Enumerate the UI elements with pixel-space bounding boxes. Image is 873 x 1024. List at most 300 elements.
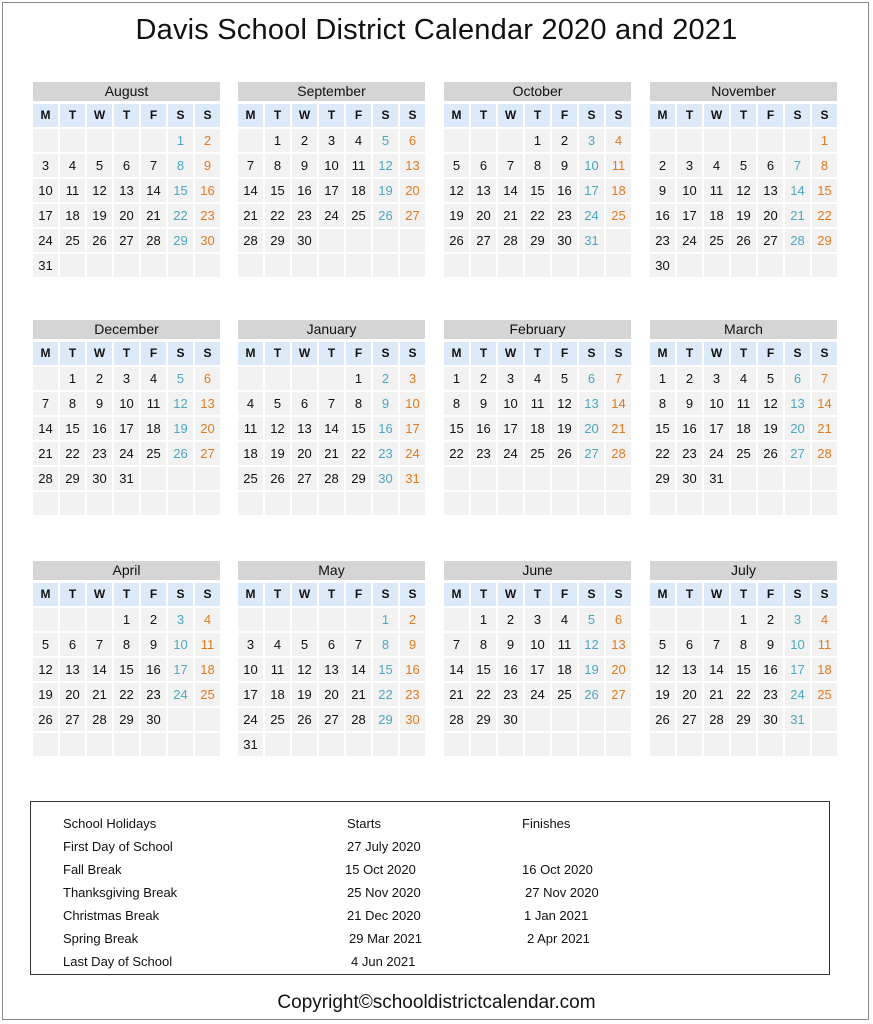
day-cell: 3	[168, 608, 193, 631]
empty-day-cell	[552, 708, 577, 731]
empty-day-cell	[141, 492, 166, 515]
day-cell: 19	[758, 417, 783, 440]
empty-day-cell	[758, 467, 783, 490]
empty-day-cell	[444, 129, 469, 152]
day-cell: 13	[319, 658, 344, 681]
holiday-finish: 1 Jan 2021	[524, 908, 589, 923]
day-cell: 4	[346, 129, 371, 152]
day-cell: 10	[579, 154, 604, 177]
day-cell: 10	[114, 392, 139, 415]
weekday-header: W	[498, 342, 523, 365]
weekday-header: S	[400, 342, 425, 365]
day-cell: 30	[650, 254, 675, 277]
holiday-start: 21 Dec 2020	[347, 908, 421, 923]
holiday-name: Thanksgiving Break	[63, 885, 178, 900]
day-cell: 3	[400, 367, 425, 390]
weekday-header: M	[238, 583, 263, 606]
empty-day-cell	[195, 254, 220, 277]
day-cell: 26	[731, 229, 756, 252]
day-cell: 10	[400, 392, 425, 415]
day-cell: 20	[60, 683, 85, 706]
month-grid	[444, 583, 631, 756]
day-cell: 10	[498, 392, 523, 415]
weekday-header: T	[265, 342, 290, 365]
day-cell: 15	[731, 658, 756, 681]
empty-day-cell	[444, 467, 469, 490]
day-cell: 6	[579, 367, 604, 390]
empty-day-cell	[33, 492, 58, 515]
empty-day-cell	[400, 492, 425, 515]
empty-day-cell	[498, 254, 523, 277]
day-cell: 20	[114, 204, 139, 227]
holiday-row	[31, 931, 829, 953]
weekday-header: S	[168, 342, 193, 365]
empty-day-cell	[195, 492, 220, 515]
day-cell: 30	[195, 229, 220, 252]
weekday-header: S	[606, 342, 631, 365]
day-cell: 24	[704, 442, 729, 465]
weekday-header: T	[471, 342, 496, 365]
day-cell: 8	[373, 633, 398, 656]
weekday-header: S	[606, 104, 631, 127]
day-cell: 28	[812, 442, 837, 465]
day-cell: 25	[704, 229, 729, 252]
day-cell: 2	[292, 129, 317, 152]
day-cell: 30	[677, 467, 702, 490]
empty-day-cell	[168, 254, 193, 277]
empty-day-cell	[785, 467, 810, 490]
empty-day-cell	[60, 733, 85, 756]
day-cell: 7	[319, 392, 344, 415]
day-cell: 29	[812, 229, 837, 252]
day-cell: 15	[265, 179, 290, 202]
day-cell: 26	[552, 442, 577, 465]
day-cell: 26	[292, 708, 317, 731]
day-cell: 25	[812, 683, 837, 706]
day-cell: 12	[292, 658, 317, 681]
month-grid	[444, 342, 631, 515]
day-cell: 28	[238, 229, 263, 252]
day-cell: 1	[373, 608, 398, 631]
day-cell: 24	[498, 442, 523, 465]
day-cell: 5	[552, 367, 577, 390]
day-cell: 22	[650, 442, 675, 465]
month-name: April	[33, 561, 220, 580]
day-cell: 14	[444, 658, 469, 681]
empty-day-cell	[87, 492, 112, 515]
day-cell: 22	[731, 683, 756, 706]
day-cell: 23	[141, 683, 166, 706]
empty-day-cell	[346, 733, 371, 756]
day-cell: 22	[471, 683, 496, 706]
day-cell: 16	[292, 179, 317, 202]
month-grid	[33, 104, 220, 277]
day-cell: 3	[704, 367, 729, 390]
day-cell: 24	[785, 683, 810, 706]
day-cell: 24	[319, 204, 344, 227]
empty-day-cell	[704, 129, 729, 152]
empty-day-cell	[319, 254, 344, 277]
day-cell: 5	[87, 154, 112, 177]
holidays-header-row	[31, 816, 829, 838]
day-cell: 28	[33, 467, 58, 490]
holiday-start: 4 Jun 2021	[351, 954, 416, 969]
day-cell: 2	[195, 129, 220, 152]
empty-day-cell	[195, 733, 220, 756]
day-cell: 28	[498, 229, 523, 252]
day-cell: 21	[444, 683, 469, 706]
weekday-header: T	[60, 583, 85, 606]
empty-day-cell	[33, 367, 58, 390]
empty-day-cell	[677, 254, 702, 277]
empty-day-cell	[606, 229, 631, 252]
empty-day-cell	[373, 492, 398, 515]
weekday-header: S	[195, 583, 220, 606]
empty-day-cell	[238, 129, 263, 152]
day-cell: 21	[704, 683, 729, 706]
day-cell: 9	[373, 392, 398, 415]
holiday-finish: 16 Oct 2020	[522, 862, 593, 877]
day-cell: 18	[265, 683, 290, 706]
day-cell: 29	[525, 229, 550, 252]
empty-day-cell	[731, 254, 756, 277]
day-cell: 2	[677, 367, 702, 390]
empty-day-cell	[579, 492, 604, 515]
day-cell: 23	[292, 204, 317, 227]
empty-day-cell	[677, 492, 702, 515]
day-cell: 23	[87, 442, 112, 465]
day-cell: 1	[731, 608, 756, 631]
weekday-header: S	[168, 104, 193, 127]
day-cell: 25	[525, 442, 550, 465]
day-cell: 27	[60, 708, 85, 731]
day-cell: 17	[33, 204, 58, 227]
empty-day-cell	[471, 467, 496, 490]
day-cell: 6	[606, 608, 631, 631]
empty-day-cell	[731, 467, 756, 490]
day-cell: 20	[579, 417, 604, 440]
empty-day-cell	[319, 608, 344, 631]
empty-day-cell	[319, 492, 344, 515]
day-cell: 20	[195, 417, 220, 440]
day-cell: 19	[579, 658, 604, 681]
day-cell: 31	[114, 467, 139, 490]
day-cell: 16	[758, 658, 783, 681]
month-calendar	[33, 82, 220, 277]
day-cell: 30	[292, 229, 317, 252]
day-cell: 11	[704, 179, 729, 202]
day-cell: 1	[168, 129, 193, 152]
day-cell: 8	[60, 392, 85, 415]
day-cell: 17	[785, 658, 810, 681]
day-cell: 2	[758, 608, 783, 631]
day-cell: 7	[346, 633, 371, 656]
day-cell: 7	[498, 154, 523, 177]
empty-day-cell	[758, 129, 783, 152]
weekday-header: W	[704, 342, 729, 365]
day-cell: 3	[525, 608, 550, 631]
day-cell: 9	[87, 392, 112, 415]
day-cell: 9	[400, 633, 425, 656]
day-cell: 29	[471, 708, 496, 731]
weekday-header: F	[552, 342, 577, 365]
day-cell: 1	[650, 367, 675, 390]
holiday-name: Christmas Break	[63, 908, 160, 923]
day-cell: 19	[168, 417, 193, 440]
day-cell: 10	[168, 633, 193, 656]
day-cell: 28	[606, 442, 631, 465]
empty-day-cell	[400, 254, 425, 277]
day-cell: 28	[346, 708, 371, 731]
month-grid	[238, 583, 425, 756]
day-cell: 12	[87, 179, 112, 202]
weekday-header: W	[704, 104, 729, 127]
day-cell: 11	[812, 633, 837, 656]
day-cell: 17	[677, 204, 702, 227]
empty-day-cell	[292, 492, 317, 515]
day-cell: 11	[195, 633, 220, 656]
month-calendar	[444, 320, 631, 515]
day-cell: 12	[731, 179, 756, 202]
holiday-start: 15 Oct 2020	[345, 862, 416, 877]
day-cell: 4	[606, 129, 631, 152]
day-cell: 3	[677, 154, 702, 177]
day-cell: 18	[606, 179, 631, 202]
day-cell: 7	[33, 392, 58, 415]
day-cell: 17	[114, 417, 139, 440]
copyright-text: Copyright©schooldistrictcalendar.com	[277, 992, 596, 1013]
day-cell: 22	[373, 683, 398, 706]
weekday-header: S	[785, 583, 810, 606]
empty-day-cell	[498, 129, 523, 152]
day-cell: 13	[114, 179, 139, 202]
day-cell: 9	[758, 633, 783, 656]
day-cell: 1	[812, 129, 837, 152]
empty-day-cell	[373, 254, 398, 277]
day-cell: 29	[168, 229, 193, 252]
weekday-header: T	[731, 583, 756, 606]
day-cell: 11	[60, 179, 85, 202]
weekday-header: F	[141, 583, 166, 606]
day-cell: 13	[677, 658, 702, 681]
empty-day-cell	[471, 492, 496, 515]
day-cell: 6	[677, 633, 702, 656]
day-cell: 10	[677, 179, 702, 202]
day-cell: 2	[373, 367, 398, 390]
day-cell: 23	[373, 442, 398, 465]
day-cell: 16	[471, 417, 496, 440]
day-cell: 15	[444, 417, 469, 440]
day-cell: 13	[400, 154, 425, 177]
weekday-header: S	[812, 342, 837, 365]
day-cell: 7	[785, 154, 810, 177]
page-title: Davis School District Calendar 2020 and 2021	[135, 14, 738, 46]
day-cell: 17	[579, 179, 604, 202]
empty-day-cell	[114, 129, 139, 152]
day-cell: 11	[525, 392, 550, 415]
day-cell: 7	[444, 633, 469, 656]
weekday-header: T	[525, 342, 550, 365]
weekday-header: T	[677, 342, 702, 365]
empty-day-cell	[758, 492, 783, 515]
day-cell: 4	[812, 608, 837, 631]
day-cell: 18	[346, 179, 371, 202]
month-name: January	[238, 320, 425, 339]
day-cell: 4	[552, 608, 577, 631]
empty-day-cell	[812, 467, 837, 490]
day-cell: 2	[650, 154, 675, 177]
day-cell: 14	[33, 417, 58, 440]
day-cell: 14	[785, 179, 810, 202]
empty-day-cell	[498, 492, 523, 515]
day-cell: 31	[33, 254, 58, 277]
day-cell: 16	[87, 417, 112, 440]
day-cell: 14	[238, 179, 263, 202]
day-cell: 24	[400, 442, 425, 465]
empty-day-cell	[60, 254, 85, 277]
weekday-header: T	[319, 104, 344, 127]
weekday-header: W	[87, 104, 112, 127]
empty-day-cell	[579, 708, 604, 731]
weekday-header: W	[704, 583, 729, 606]
holiday-name: Spring Break	[63, 931, 139, 946]
day-cell: 21	[33, 442, 58, 465]
weekday-header: S	[195, 342, 220, 365]
day-cell: 17	[168, 658, 193, 681]
weekday-header: F	[758, 104, 783, 127]
month-grid	[238, 342, 425, 515]
day-cell: 17	[238, 683, 263, 706]
day-cell: 19	[373, 179, 398, 202]
empty-day-cell	[114, 492, 139, 515]
empty-day-cell	[579, 254, 604, 277]
month-grid	[238, 104, 425, 277]
day-cell: 25	[346, 204, 371, 227]
day-cell: 9	[552, 154, 577, 177]
weekday-header: F	[552, 104, 577, 127]
empty-day-cell	[373, 229, 398, 252]
day-cell: 16	[141, 658, 166, 681]
day-cell: 16	[195, 179, 220, 202]
day-cell: 18	[60, 204, 85, 227]
day-cell: 15	[471, 658, 496, 681]
day-cell: 12	[579, 633, 604, 656]
month-grid	[650, 104, 837, 277]
empty-day-cell	[33, 608, 58, 631]
day-cell: 26	[650, 708, 675, 731]
day-cell: 13	[785, 392, 810, 415]
day-cell: 29	[346, 467, 371, 490]
day-cell: 20	[471, 204, 496, 227]
empty-day-cell	[785, 254, 810, 277]
day-cell: 20	[677, 683, 702, 706]
weekday-header: W	[87, 583, 112, 606]
month-name: February	[444, 320, 631, 339]
day-cell: 27	[606, 683, 631, 706]
empty-day-cell	[444, 608, 469, 631]
empty-day-cell	[168, 467, 193, 490]
day-cell: 1	[471, 608, 496, 631]
day-cell: 31	[238, 733, 263, 756]
month-name: October	[444, 82, 631, 101]
day-cell: 26	[579, 683, 604, 706]
day-cell: 18	[704, 204, 729, 227]
empty-day-cell	[677, 608, 702, 631]
empty-day-cell	[292, 733, 317, 756]
empty-day-cell	[292, 254, 317, 277]
month-calendar	[444, 561, 631, 756]
month-calendar	[650, 82, 837, 277]
day-cell: 13	[606, 633, 631, 656]
day-cell: 15	[525, 179, 550, 202]
day-cell: 5	[579, 608, 604, 631]
day-cell: 19	[552, 417, 577, 440]
empty-day-cell	[400, 733, 425, 756]
empty-day-cell	[606, 254, 631, 277]
empty-day-cell	[400, 229, 425, 252]
day-cell: 29	[60, 467, 85, 490]
month-grid	[650, 342, 837, 515]
day-cell: 6	[758, 154, 783, 177]
empty-day-cell	[444, 254, 469, 277]
day-cell: 4	[195, 608, 220, 631]
holidays-header-name: School Holidays	[63, 816, 157, 831]
day-cell: 30	[87, 467, 112, 490]
empty-day-cell	[33, 129, 58, 152]
empty-day-cell	[650, 129, 675, 152]
day-cell: 27	[471, 229, 496, 252]
day-cell: 7	[812, 367, 837, 390]
day-cell: 14	[606, 392, 631, 415]
empty-day-cell	[141, 254, 166, 277]
day-cell: 28	[444, 708, 469, 731]
weekday-header: S	[373, 342, 398, 365]
day-cell: 28	[87, 708, 112, 731]
day-cell: 27	[785, 442, 810, 465]
weekday-header: M	[650, 342, 675, 365]
day-cell: 27	[195, 442, 220, 465]
empty-day-cell	[168, 708, 193, 731]
empty-day-cell	[319, 733, 344, 756]
weekday-header: M	[238, 342, 263, 365]
day-cell: 6	[60, 633, 85, 656]
weekday-header: M	[650, 104, 675, 127]
weekday-header: S	[400, 104, 425, 127]
day-cell: 16	[677, 417, 702, 440]
day-cell: 16	[373, 417, 398, 440]
weekday-header: M	[238, 104, 263, 127]
day-cell: 24	[33, 229, 58, 252]
weekday-header: T	[114, 104, 139, 127]
empty-day-cell	[704, 492, 729, 515]
empty-day-cell	[238, 367, 263, 390]
day-cell: 11	[238, 417, 263, 440]
day-cell: 21	[606, 417, 631, 440]
empty-day-cell	[758, 733, 783, 756]
weekday-header: T	[731, 342, 756, 365]
month-name: December	[33, 320, 220, 339]
empty-day-cell	[60, 129, 85, 152]
day-cell: 20	[319, 683, 344, 706]
day-cell: 9	[292, 154, 317, 177]
day-cell: 8	[444, 392, 469, 415]
day-cell: 21	[346, 683, 371, 706]
weekday-header: W	[292, 104, 317, 127]
month-calendar	[238, 82, 425, 277]
weekday-header: M	[444, 104, 469, 127]
day-cell: 1	[346, 367, 371, 390]
day-cell: 20	[606, 658, 631, 681]
